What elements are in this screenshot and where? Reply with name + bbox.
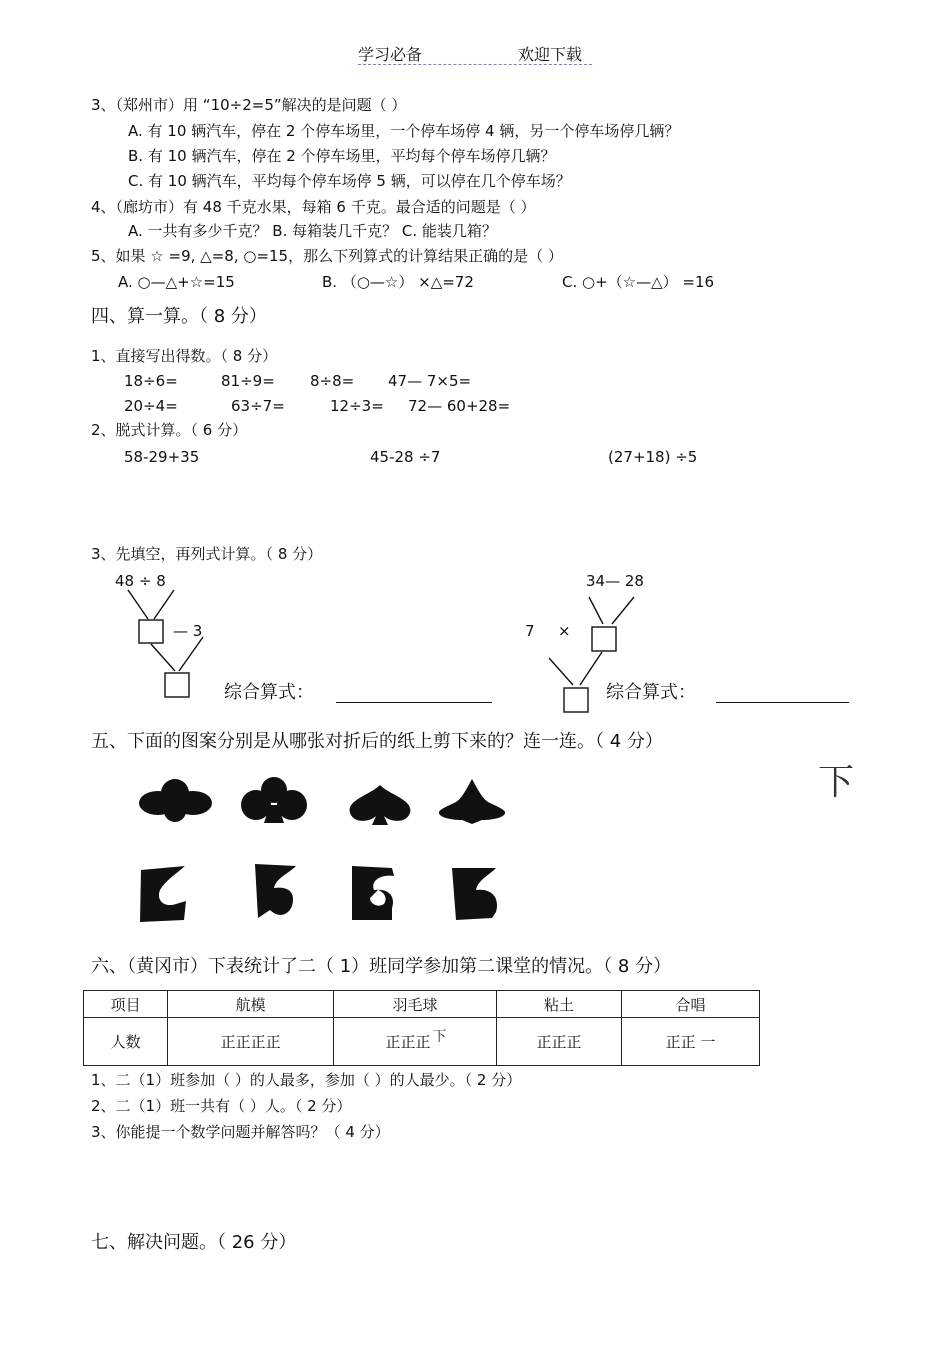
tree1-branch — [128, 590, 148, 619]
step-calc: 45-28 ÷7 — [370, 448, 441, 466]
folded-paper-shape — [140, 866, 186, 922]
table-header-cell: 航模 — [168, 991, 334, 1018]
tree1-branch — [179, 637, 203, 671]
q4-stem: 4、（廊坊市）有 48 千克水果，每箱 6 千克。最合适的问题是（ ） — [91, 198, 536, 216]
sec4-part2-title: 2、脱式计算。（ 6 分） — [91, 421, 248, 439]
table-cell-badminton — [334, 1018, 497, 1066]
club-shape — [241, 777, 307, 823]
table-header-cell: 粘土 — [497, 991, 622, 1018]
tally-table — [83, 990, 760, 1066]
tree1-box2 — [165, 673, 189, 697]
sec6-q3: 3、你能提一个数学问题并解答吗？（ 4 分） — [91, 1123, 390, 1141]
oral-calc: 81÷9= — [221, 372, 275, 390]
tree2-branch — [589, 597, 603, 624]
oral-calc: 72— 60+28= — [408, 397, 511, 415]
q3-option-b: B. 有 10 辆汽车，停在 2 个停车场里，平均每个停车场停几辆？ — [128, 147, 556, 165]
table-cell: 正正 一 — [622, 1018, 760, 1066]
table-cell: 正正正 — [497, 1018, 622, 1066]
tree2-top: 34— 28 — [586, 572, 644, 590]
q5-stem: 5、如果 ☆ =9, △=8, ○=15，那么下列算式的计算结果正确的是（ ） — [91, 247, 563, 265]
formula-label-2: 综合算式： — [606, 682, 696, 703]
header-left: 学习必备 — [358, 45, 423, 64]
section-7-title: 七、解决问题。（ 26 分） — [91, 1232, 297, 1253]
section-4-title: 四、算一算。（ 8 分） — [91, 306, 267, 327]
folded-paper-shape — [352, 866, 394, 920]
folded-paper-shape — [255, 864, 296, 918]
q3-option-c: C. 有 10 辆汽车，平均每个停车场停 5 辆，可以停在几个停车场？ — [128, 172, 571, 190]
oral-calc: 20÷4= — [124, 397, 178, 415]
tree1-branch — [151, 644, 175, 671]
section-5-title: 五、下面的图案分别是从哪张对折后的纸上剪下来的？连一连。（ 4 分） — [91, 731, 663, 752]
table-header-cell: 项目 — [84, 991, 168, 1018]
table-header-cell: 羽毛球 — [334, 991, 497, 1018]
tree1-top: 48 ÷ 8 — [115, 572, 166, 590]
sec4-part3-title: 3、先填空，再列式计算。（ 8 分） — [91, 545, 323, 563]
q3-stem: 3、（郑州市）用 “10÷2=5”解决的是问题（ ） — [91, 96, 407, 114]
q3-option-a: A. 有 10 辆汽车，停在 2 个停车场里，一个停车场停 4 辆，另一个停车场停几辆？ — [128, 122, 680, 140]
table-row-label: 人数 — [84, 1018, 168, 1066]
tree1-branch — [154, 590, 174, 619]
tree2-branch — [549, 658, 573, 685]
table-row — [84, 1018, 760, 1066]
oral-calc: 18÷6= — [124, 372, 178, 390]
oral-calc: 47— 7×5= — [388, 372, 472, 390]
q5-option-a: A. ○—△+☆=15 — [118, 273, 235, 291]
oral-calc: 8÷8= — [310, 372, 355, 390]
q4-options: A. 一共有多少千克？ B. 每箱装几千克？ C. 能装几箱？ — [128, 222, 497, 240]
table-cell: 正正正正 — [168, 1018, 334, 1066]
sec6-q1: 1、二（1）班参加（ ）的人最多，参加（ ）的人最少。（ 2 分） — [91, 1071, 522, 1089]
tree2-box2 — [564, 688, 588, 712]
table-header-cell: 合唱 — [622, 991, 760, 1018]
tree2-box1 — [592, 627, 616, 651]
sec4-part1-title: 1、直接写出得数。（ 8 分） — [91, 347, 278, 365]
section-6-title: 六、（黄冈市）下表统计了二（ 1）班同学参加第二课堂的情况。（ 8 分） — [91, 956, 672, 977]
oral-calc: 63÷7= — [231, 397, 285, 415]
q5-option-c: C. ○+（☆—△） =16 — [562, 273, 715, 291]
tally-count: 正正正 — [385, 1033, 431, 1051]
handwritten-note: 下 — [818, 762, 855, 803]
pagoda-shape — [439, 779, 505, 824]
tree1-minus: — 3 — [173, 622, 203, 640]
spade-shape — [350, 785, 411, 825]
formula-label-1: 综合算式： — [224, 682, 314, 703]
step-calc: 58-29+35 — [124, 448, 200, 466]
q5-option-b: B. （○—☆） ×△=72 — [322, 273, 474, 291]
tree1-box1 — [139, 620, 163, 643]
tree2-seven: 7 — [525, 622, 535, 640]
header-right: 欢迎下载 — [518, 45, 583, 64]
clover-shape — [139, 779, 212, 822]
tree2-branch — [580, 652, 602, 685]
tree2-branch — [612, 597, 634, 624]
sec6-q2: 2、二（1）班一共有（ ）人。（ 2 分） — [91, 1097, 352, 1115]
folded-paper-shape — [452, 868, 497, 920]
step-calc: (27+18) ÷5 — [608, 448, 698, 466]
oral-calc: 12÷3= — [330, 397, 384, 415]
tree2-times: × — [558, 622, 571, 640]
table-header-row — [84, 991, 760, 1018]
tally-extra-mark: 下 — [432, 1029, 447, 1045]
